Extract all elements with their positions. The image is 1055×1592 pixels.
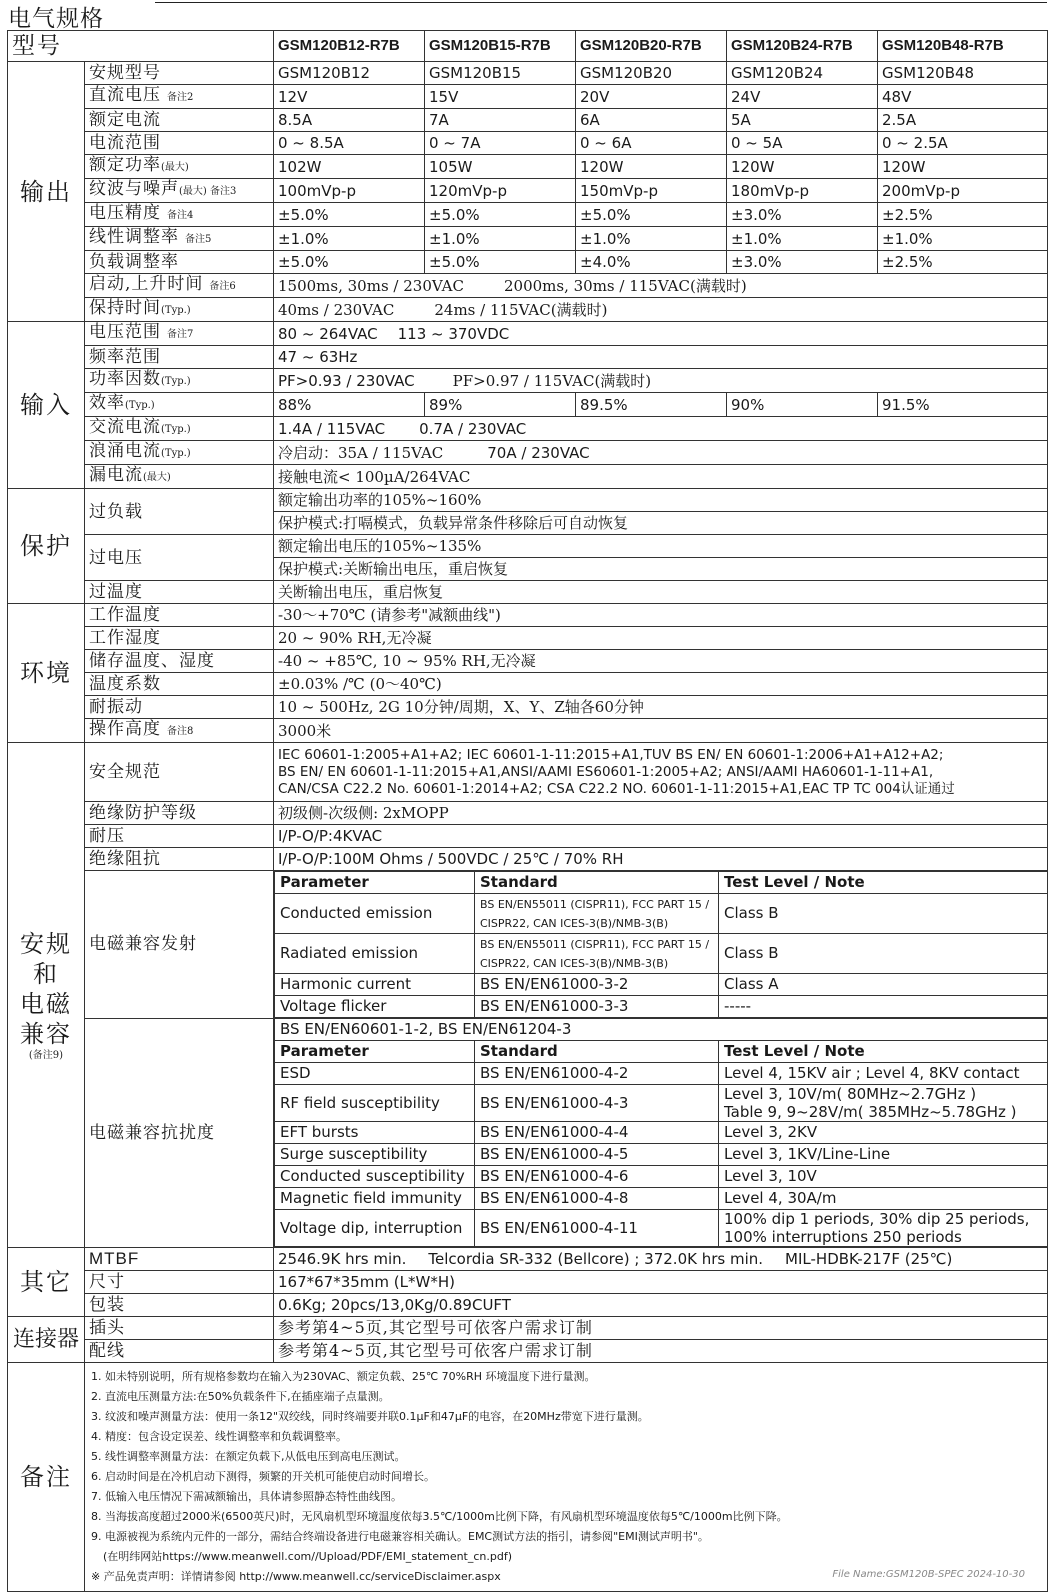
item-label: 电磁兼容抗扰度 xyxy=(85,1018,274,1248)
level-cell: Level 3, 10V xyxy=(719,1166,1048,1188)
standard-cell: BS EN/EN61000-4-2 xyxy=(475,1063,719,1085)
cell-value: PF>0.93 / 230VAC PF>0.97 / 115VAC(满载时) xyxy=(274,369,1048,393)
level-cell: Level 3, 2KV xyxy=(719,1122,1048,1144)
table-row xyxy=(275,1019,1048,1041)
cell-value: 额定输出功率的105%~160% xyxy=(274,489,1048,512)
cell-value: ±2.5% xyxy=(878,251,1048,274)
note-line: 2. 直流电压测量方法:在50%负载条件下,在插座端子点量测。 xyxy=(91,1390,390,1403)
standards-line: CAN/CSA C22.2 No. 60601-1:2014+A2; CSA C22.2 NO. 60601-1-11:2015+A1,EAC TP TC 004认证通过 xyxy=(278,780,955,797)
cell-value: GSM120B48 xyxy=(878,62,1048,85)
cell-value: ±1.0% xyxy=(878,227,1048,251)
standard-cell: BS EN/EN61000-4-6 xyxy=(475,1166,719,1188)
emc-immunity-row xyxy=(8,1018,1048,1248)
cell-value: ±0.03% /℃ (0～40℃) xyxy=(274,673,1048,696)
output-row xyxy=(8,109,1048,132)
item-label: 功率因数(Typ.) xyxy=(85,369,274,393)
cell-value: 90% xyxy=(727,393,878,417)
param-cell: Surge susceptibility xyxy=(275,1144,475,1166)
notes-row xyxy=(8,1363,1048,1592)
protection-row xyxy=(8,535,1048,558)
param-cell: Magnetic field immunity xyxy=(275,1188,475,1210)
emc-emission-table xyxy=(274,871,1048,1018)
cell-value: 0 ~ 2.5A xyxy=(878,132,1048,155)
note-line: 4. 精度：包含设定误差、线性调整率和负载调整率。 xyxy=(91,1430,347,1443)
level-cell: Class B xyxy=(719,934,1048,974)
item-label: 线性调整率 备注5 xyxy=(85,227,274,251)
protection-row xyxy=(8,581,1048,604)
category-note: (备注9) xyxy=(28,1049,64,1061)
item-label: 浪涌电流(Typ.) xyxy=(85,441,274,465)
emc-immunity-cell xyxy=(274,1018,1048,1248)
note-line: 9. 电源被视为系统内元件的一部分，需结合终端设备进行电磁兼容相关确认。EMC测试方法的指引，请参阅"EMI测试声明书"。 xyxy=(91,1530,709,1543)
item-label: 包装 xyxy=(85,1294,274,1317)
note-line: (在明纬网站https://www.meanwell.com//Upload/PDF/EMI_statement_cn.pdf) xyxy=(103,1550,513,1563)
table-header-row xyxy=(275,872,1048,894)
cell-value: 6A xyxy=(576,109,727,132)
cell-value: 120mVp-p xyxy=(425,179,576,203)
item-label: 电流范围 xyxy=(85,132,274,155)
param-cell: Harmonic current xyxy=(275,974,475,996)
cell-value: I/P-O/P:4KVAC xyxy=(274,825,1048,848)
cell-value: 47 ~ 63Hz xyxy=(274,346,1048,369)
others-row xyxy=(8,1294,1048,1317)
level-cell xyxy=(719,1085,1048,1122)
cell-value: ±5.0% xyxy=(425,251,576,274)
output-row xyxy=(8,85,1048,109)
cell-value: 关断输出电压，重启恢复 xyxy=(274,581,1048,604)
category-input: 输入 xyxy=(8,322,85,489)
level-line: Table 9, 9~28V/m( 385MHz~5.78GHz ) xyxy=(724,1103,1017,1121)
model-name: GSM120B48-R7B xyxy=(878,31,1048,62)
column-header: Test Level / Note xyxy=(719,872,1048,894)
table-header-row xyxy=(275,1041,1048,1063)
standard-cell: BS EN/EN61000-4-5 xyxy=(475,1144,719,1166)
standard-cell: BS EN/EN61000-4-11 xyxy=(475,1210,719,1247)
cell-value: ±5.0% xyxy=(576,203,727,227)
cell-value: I/P-O/P:100M Ohms / 500VDC / 25℃ / 70% RH xyxy=(274,848,1048,871)
level-cell xyxy=(719,1210,1048,1247)
cell-value: 88% xyxy=(274,393,425,417)
safety-row xyxy=(8,802,1048,825)
cell-value: 20 ~ 90% RH,无冷凝 xyxy=(274,627,1048,650)
item-label: 温度系数 xyxy=(85,673,274,696)
column-header: Parameter xyxy=(275,1041,475,1063)
category-output: 输出 xyxy=(8,62,85,322)
cell-value: 接触电流< 100µA/264VAC xyxy=(274,465,1048,489)
standard-cell: BS EN/EN61000-4-3 xyxy=(475,1085,719,1122)
environment-row xyxy=(8,673,1048,696)
cell-value: ±5.0% xyxy=(274,251,425,274)
column-header: Standard xyxy=(475,1041,719,1063)
item-label: 额定电流 xyxy=(85,109,274,132)
item-label: 额定功率(最大) xyxy=(85,155,274,179)
cell-value: 1.4A / 115VAC 0.7A / 230VAC xyxy=(274,417,1048,441)
standards-line: BS EN/ EN 60601-1-11:2015+A1,ANSI/AAMI ES60601-1:2005+A2; ANSI/AAMI HA60601-1-11+A1, xyxy=(278,763,934,780)
cell-value: 15V xyxy=(425,85,576,109)
category-notes: 备注 xyxy=(8,1363,85,1592)
item-label: 保持时间(Typ.) xyxy=(85,298,274,322)
level-line: 100% dip 1 periods, 30% dip 25 periods, xyxy=(724,1210,1030,1228)
safety-row xyxy=(8,848,1048,871)
table-row xyxy=(275,1144,1048,1166)
param-cell: Radiated emission xyxy=(275,934,475,974)
input-row xyxy=(8,417,1048,441)
cell-value: 150mVp-p xyxy=(576,179,727,203)
cell-value: GSM120B24 xyxy=(727,62,878,85)
cell-value: 100mVp-p xyxy=(274,179,425,203)
table-row xyxy=(275,1210,1048,1247)
item-label: 绝缘防护等级 xyxy=(85,802,274,825)
note-line: 6. 启动时间是在冷机启动下测得，频繁的开关机可能使启动时间增长。 xyxy=(91,1470,435,1483)
cell-value: 48V xyxy=(878,85,1048,109)
table-row xyxy=(275,1188,1048,1210)
category-line: 和 xyxy=(33,959,59,988)
cell-value: 120W xyxy=(727,155,878,179)
cell-value: 80 ~ 264VAC 113 ~ 370VDC xyxy=(274,322,1048,346)
cell-value: 91.5% xyxy=(878,393,1048,417)
emc-immunity-table xyxy=(274,1018,1048,1247)
category-line: 电磁 xyxy=(20,989,72,1018)
cell-value: GSM120B20 xyxy=(576,62,727,85)
notes-cell xyxy=(85,1363,1048,1592)
cell-value: GSM120B12 xyxy=(274,62,425,85)
standard-cell: BS EN/EN61000-3-2 xyxy=(475,974,719,996)
level-cell: Level 4, 30A/m xyxy=(719,1188,1048,1210)
cell-value: 40ms / 230VAC 24ms / 115VAC(满载时) xyxy=(274,298,1048,322)
model-name: GSM120B12-R7B xyxy=(274,31,425,62)
cell-value: 7A xyxy=(425,109,576,132)
note-line: 5. 线性调整率测量方法：在额定负载下,从低电压到高电压测试。 xyxy=(91,1450,406,1463)
item-label: 配线 xyxy=(85,1340,274,1363)
note-line: ※ 产品免责声明：详情请参阅 http://www.meanwell.cc/serviceDisclaimer.aspx xyxy=(91,1570,501,1583)
output-row xyxy=(8,227,1048,251)
environment-row xyxy=(8,627,1048,650)
cell-value: ±3.0% xyxy=(727,203,878,227)
standards-line: IEC 60601-1:2005+A1+A2; IEC 60601-1-11:2015+A1,TUV BS EN/ EN 60601-1:2006+A1+A12+A2; xyxy=(278,746,944,763)
level-cell: Level 3, 1KV/Line-Line xyxy=(719,1144,1048,1166)
input-row xyxy=(8,322,1048,346)
cell-value: 105W xyxy=(425,155,576,179)
item-label: 安全规范 xyxy=(85,743,274,802)
page-title: 电气规格 xyxy=(8,6,104,32)
output-row xyxy=(8,274,1048,298)
connector-row xyxy=(8,1340,1048,1363)
item-label: 耐压 xyxy=(85,825,274,848)
cell-value: 0.6Kg; 20pcs/13,0Kg/0.89CUFT xyxy=(274,1294,1048,1317)
column-header: Standard xyxy=(475,872,719,894)
cell-value: ±1.0% xyxy=(274,227,425,251)
cell-value: ±4.0% xyxy=(576,251,727,274)
cell-value: 参考第4~5页,其它型号可依客户需求订制 xyxy=(274,1340,1048,1363)
cell-value: ±3.0% xyxy=(727,251,878,274)
note-line: 7. 低输入电压情况下需减额输出，具体请参照静态特性曲线图。 xyxy=(91,1490,402,1503)
model-header-row xyxy=(8,31,1048,62)
table-row xyxy=(275,934,1048,974)
cell-value: GSM120B15 xyxy=(425,62,576,85)
note-line: 3. 纹波和噪声测量方法：使用一条12"双绞线，同时终端要并联0.1µF和47µF的电容，在20MHz带宽下进行量测。 xyxy=(91,1410,649,1423)
table-row xyxy=(275,1166,1048,1188)
item-label: 漏电流(最大) xyxy=(85,465,274,489)
standard-cell: BS EN/EN55011 (CISPR11), FCC PART 15 / CISPR22, CAN ICES-3(B)/NMB-3(B) xyxy=(475,934,719,974)
cell-value: 0 ~ 6A xyxy=(576,132,727,155)
output-row xyxy=(8,179,1048,203)
cell-value: 180mVp-p xyxy=(727,179,878,203)
item-label: 过电压 xyxy=(85,535,274,581)
table-row xyxy=(275,1122,1048,1144)
environment-row xyxy=(8,650,1048,673)
item-label: 储存温度、湿度 xyxy=(85,650,274,673)
cell-value: 120W xyxy=(878,155,1048,179)
param-cell: Voltage dip, interruption xyxy=(275,1210,475,1247)
cell-value: 89% xyxy=(425,393,576,417)
input-row xyxy=(8,393,1048,417)
cell-value: 保护模式:打嗝模式，负载异常条件移除后可自动恢复 xyxy=(274,512,1048,535)
model-name: GSM120B20-R7B xyxy=(576,31,727,62)
item-label: 工作湿度 xyxy=(85,627,274,650)
item-label: 负载调整率 xyxy=(85,251,274,274)
category-line: 安规 xyxy=(20,929,72,958)
cell-value: 10 ~ 500Hz, 2G 10分钟/周期，X、Y、Z轴各60分钟 xyxy=(274,696,1048,719)
param-cell: RF field susceptibility xyxy=(275,1085,475,1122)
param-cell: Conducted susceptibility xyxy=(275,1166,475,1188)
standard-cell: BS EN/EN61000-4-4 xyxy=(475,1122,719,1144)
standard-cell: BS EN/EN55011 (CISPR11), FCC PART 15 / CISPR22, CAN ICES-3(B)/NMB-3(B) xyxy=(475,894,719,934)
table-row xyxy=(275,1085,1048,1122)
note-line: 8. 当海拔高度超过2000米(6500英尺)时，无风扇机型环境温度依每3.5℃/1000m比例下降，有风扇机型环境温度依每5℃/1000m比例下降。 xyxy=(91,1510,788,1523)
spec-sheet xyxy=(7,30,1047,1592)
cell-value: 8.5A xyxy=(274,109,425,132)
item-label: 安规型号 xyxy=(85,62,274,85)
param-cell: Voltage flicker xyxy=(275,996,475,1018)
title-rule xyxy=(155,2,1047,3)
item-label: 交流电流(Typ.) xyxy=(85,417,274,441)
standard-cell: BS EN/EN61000-3-3 xyxy=(475,996,719,1018)
item-label: 纹波与噪声(最大) 备注3 xyxy=(85,179,274,203)
item-label: 绝缘阻抗 xyxy=(85,848,274,871)
cell-value: -30～+70℃ (请参考"减额曲线") xyxy=(274,604,1048,627)
item-label: 启动,上升时间 备注6 xyxy=(85,274,274,298)
connector-row xyxy=(8,1317,1048,1340)
cell-value: 102W xyxy=(274,155,425,179)
output-row xyxy=(8,251,1048,274)
item-label: 电压范围 备注7 xyxy=(85,322,274,346)
input-row xyxy=(8,465,1048,489)
environment-row xyxy=(8,604,1048,627)
cell-value: 5A xyxy=(727,109,878,132)
category-line: 兼容 xyxy=(20,1019,72,1048)
cell-value: ±5.0% xyxy=(425,203,576,227)
cell-value: -40 ~ +85℃, 10 ~ 95% RH,无冷凝 xyxy=(274,650,1048,673)
model-name: GSM120B24-R7B xyxy=(727,31,878,62)
cell-value xyxy=(274,743,1048,802)
param-cell: Conducted emission xyxy=(275,894,475,934)
note-line: 1. 如未特别说明，所有规格参数均在输入为230VAC、额定负载、25℃ 70%RH 环境温度下进行量测。 xyxy=(91,1370,596,1383)
input-row xyxy=(8,441,1048,465)
cell-value: 24V xyxy=(727,85,878,109)
emc-emission-cell xyxy=(274,871,1048,1019)
safety-row xyxy=(8,743,1048,802)
table-row xyxy=(275,1063,1048,1085)
cell-value: 0 ~ 7A xyxy=(425,132,576,155)
cell-value: 12V xyxy=(274,85,425,109)
item-label: 过负载 xyxy=(85,489,274,535)
item-label: 操作高度 备注8 xyxy=(85,719,274,743)
cell-value: 参考第4~5页,其它型号可依客户需求订制 xyxy=(274,1317,1048,1340)
input-row xyxy=(8,346,1048,369)
output-row xyxy=(8,203,1048,227)
environment-row xyxy=(8,719,1048,743)
table-row xyxy=(275,974,1048,996)
level-cell: Class B xyxy=(719,894,1048,934)
cell-value: 冷启动：35A / 115VAC 70A / 230VAC xyxy=(274,441,1048,465)
table-row xyxy=(275,894,1048,934)
output-row xyxy=(8,155,1048,179)
cell-value: 额定输出电压的105%~135% xyxy=(274,535,1048,558)
cell-value: ±1.0% xyxy=(576,227,727,251)
item-label: 插头 xyxy=(85,1317,274,1340)
cell-value: ±1.0% xyxy=(425,227,576,251)
protection-row xyxy=(8,489,1048,512)
item-label: 工作温度 xyxy=(85,604,274,627)
level-cell: Class A xyxy=(719,974,1048,996)
column-header: Test Level / Note xyxy=(719,1041,1048,1063)
column-header: Parameter xyxy=(275,872,475,894)
category-protection: 保护 xyxy=(8,489,85,604)
cell-value: ±2.5% xyxy=(878,203,1048,227)
safety-row xyxy=(8,825,1048,848)
cell-value: 200mVp-p xyxy=(878,179,1048,203)
cell-value: 0 ~ 5A xyxy=(727,132,878,155)
item-label: 效率(Typ.) xyxy=(85,393,274,417)
item-label: 频率范围 xyxy=(85,346,274,369)
spec-table xyxy=(7,30,1048,1592)
input-row xyxy=(8,369,1048,393)
cell-value: 167*67*35mm (L*W*H) xyxy=(274,1271,1048,1294)
param-cell: ESD xyxy=(275,1063,475,1085)
category-environment: 环境 xyxy=(8,604,85,743)
item-label: 过温度 xyxy=(85,581,274,604)
level-line: 100% interruptions 250 periods xyxy=(724,1228,962,1246)
category-safety-emc xyxy=(8,743,85,1248)
others-row xyxy=(8,1271,1048,1294)
cell-value: 1500ms, 30ms / 230VAC 2000ms, 30ms / 115VAC(满载时) xyxy=(274,274,1048,298)
item-label: MTBF xyxy=(85,1248,274,1271)
level-line: Level 3, 10V/m( 80MHz~2.7GHz ) xyxy=(724,1085,977,1103)
table-row xyxy=(275,996,1048,1018)
environment-row xyxy=(8,696,1048,719)
cell-value: 保护模式:关断输出电压，重启恢复 xyxy=(274,558,1048,581)
emc-emission-row xyxy=(8,871,1048,1019)
level-cell: ----- xyxy=(719,996,1048,1018)
cell-value: 20V xyxy=(576,85,727,109)
output-row xyxy=(8,62,1048,85)
standard-cell: BS EN/EN61000-4-8 xyxy=(475,1188,719,1210)
cell-value: ±1.0% xyxy=(727,227,878,251)
category-others: 其它 xyxy=(8,1248,85,1317)
cell-value: 初级侧-次级侧: 2xMOPP xyxy=(274,802,1048,825)
output-row xyxy=(8,132,1048,155)
cell-value: 2546.9K hrs min. Telcordia SR-332 (Bellcore) ; 372.0K hrs min. MIL-HDBK-217F (25℃) xyxy=(274,1248,1048,1271)
level-cell: Level 4, 15KV air ; Level 4, 8KV contact xyxy=(719,1063,1048,1085)
item-label: 耐振动 xyxy=(85,696,274,719)
category-connector: 连接器 xyxy=(8,1317,85,1363)
item-label: 直流电压 备注2 xyxy=(85,85,274,109)
cell-value: 2.5A xyxy=(878,109,1048,132)
cell-value: 89.5% xyxy=(576,393,727,417)
output-row xyxy=(8,298,1048,322)
cell-value: 3000米 xyxy=(274,719,1048,743)
others-row xyxy=(8,1248,1048,1271)
cell-value: ±5.0% xyxy=(274,203,425,227)
model-name: GSM120B15-R7B xyxy=(425,31,576,62)
item-label: 尺寸 xyxy=(85,1271,274,1294)
file-name: File Name:GSM120B-SPEC 2024-10-30 xyxy=(832,1569,1025,1580)
cell-value: 120W xyxy=(576,155,727,179)
item-label: 电磁兼容发射 xyxy=(85,871,274,1019)
immunity-standards: BS EN/EN60601-1-2, BS EN/EN61204-3 xyxy=(275,1019,1048,1041)
item-label: 电压精度 备注4 xyxy=(85,203,274,227)
param-cell: EFT bursts xyxy=(275,1122,475,1144)
model-label: 型号 xyxy=(8,31,274,62)
cell-value: 0 ~ 8.5A xyxy=(274,132,425,155)
